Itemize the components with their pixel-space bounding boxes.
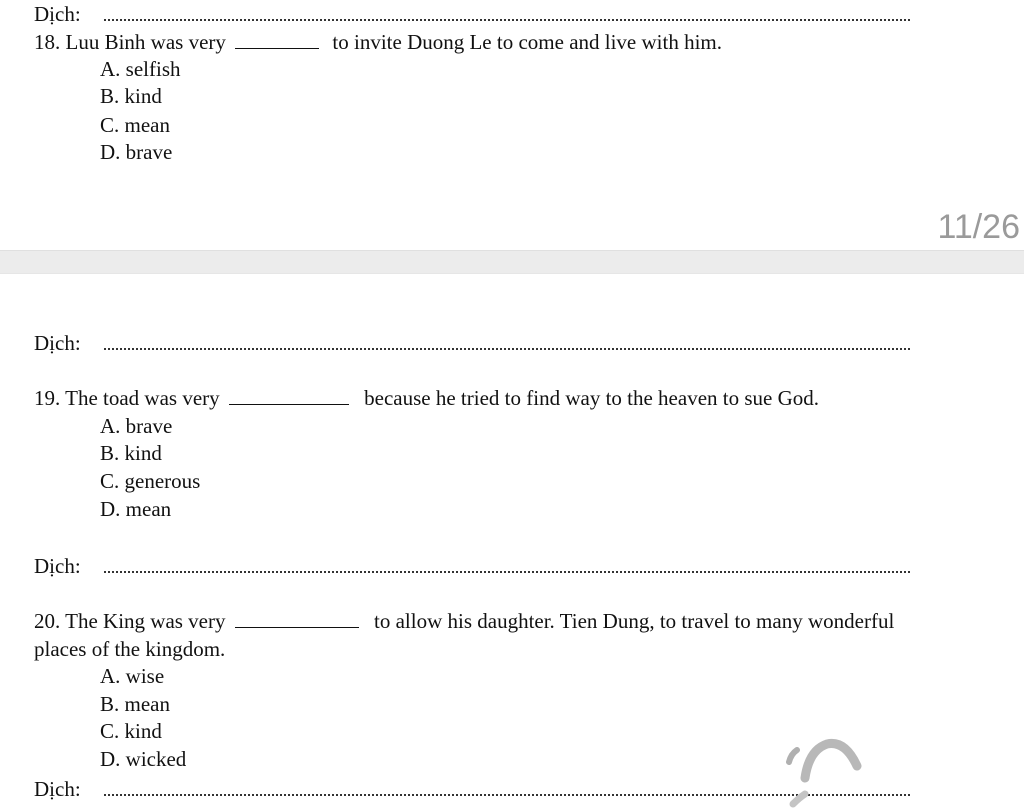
question-19 xyxy=(34,386,819,410)
question-text-before: Luu Binh was very xyxy=(65,30,226,54)
option-d: D. mean xyxy=(100,497,172,521)
option-d: D. wicked xyxy=(100,747,187,771)
answer-blank xyxy=(229,388,349,405)
watermark-mark xyxy=(775,720,870,810)
option-c: C. kind xyxy=(100,719,162,743)
question-text-before: The toad was very xyxy=(65,386,220,410)
option-a: A. selfish xyxy=(100,57,181,81)
option-b: B. mean xyxy=(100,692,170,716)
option-d: D. brave xyxy=(100,140,173,164)
question-number: 19. xyxy=(34,386,61,410)
question-text-after: to invite Duong Le to come and live with him. xyxy=(332,30,723,54)
option-c: C. mean xyxy=(100,113,170,137)
option-b: B. kind xyxy=(100,84,162,108)
page-indicator: 11/26 xyxy=(937,208,1020,246)
answer-blank xyxy=(235,611,359,628)
option-a: A. brave xyxy=(100,414,173,438)
document-page-top xyxy=(0,0,1024,250)
translation-line xyxy=(34,554,910,578)
question-number: 20. xyxy=(34,609,61,633)
question-18 xyxy=(34,30,722,54)
translation-label: Dịch: xyxy=(34,331,81,355)
question-20-continuation: places of the kingdom. xyxy=(34,637,226,661)
translation-label: Dịch: xyxy=(34,2,81,26)
dotted-answer-line xyxy=(104,348,910,350)
question-text-before: The King was very xyxy=(65,609,226,633)
question-text-after: because he tried to find way to the heaven to sue God. xyxy=(364,386,820,410)
question-number: 18. xyxy=(34,30,61,54)
option-a: A. wise xyxy=(100,664,165,688)
option-c: C. generous xyxy=(100,469,201,493)
translation-label: Dịch: xyxy=(34,777,81,801)
option-b: B. kind xyxy=(100,441,162,465)
translation-line xyxy=(34,2,910,26)
question-text-after: to allow his daughter. Tien Dung, to travel to many wonderful xyxy=(374,609,895,633)
dotted-answer-line xyxy=(104,19,910,21)
dotted-answer-line xyxy=(104,571,910,573)
translation-label: Dịch: xyxy=(34,554,81,578)
translation-line xyxy=(34,331,910,355)
question-20 xyxy=(34,609,894,633)
page-separator xyxy=(0,250,1024,274)
answer-blank xyxy=(235,32,319,49)
